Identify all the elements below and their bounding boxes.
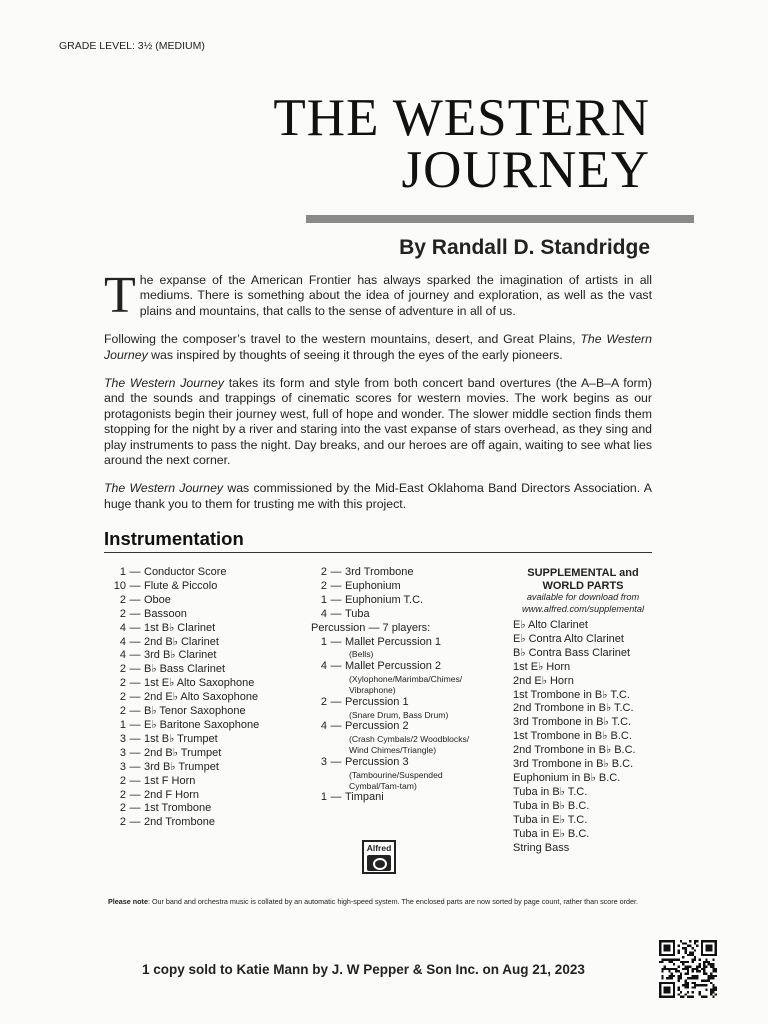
supplemental-download-note: available for download from www.alfred.com/supplemental: [513, 592, 653, 615]
supplemental-heading: SUPPLEMENTAL and WORLD PARTS: [527, 567, 639, 592]
instrument-name: 3rd Trombone: [345, 566, 414, 578]
dash: —: [129, 718, 141, 731]
instrument-count: 4: [119, 621, 126, 634]
program-notes: [104, 267, 652, 525]
supplemental-item: 2nd Trombone in B♭ B.C.: [513, 744, 636, 757]
instrument-row: [311, 696, 501, 710]
instrument-row: [110, 789, 300, 803]
dash: —: [129, 760, 141, 773]
alfred-logo-icon: [367, 855, 391, 871]
instrument-count: 2: [320, 695, 327, 708]
instrument-name: Percussion 3: [345, 755, 409, 768]
collation-note: Please note: Our band and orchestra music is collated by an automatic high-speed system. The enclosed parts are now sorted by page count, rather than score order.: [108, 897, 639, 906]
instrument-row: [311, 594, 501, 608]
dash: —: [129, 788, 141, 801]
supplemental-parts: [513, 567, 653, 855]
instrument-name: 3rd B♭ Clarinet: [144, 649, 217, 662]
instrument-list-column-1: [110, 566, 300, 830]
supplemental-item: Euphonium in B♭ B.C.: [513, 771, 621, 784]
instrument-row: [311, 580, 501, 594]
instrument-row: [311, 636, 501, 650]
instrument-count: 2: [320, 579, 327, 592]
instrument-row: [110, 733, 300, 747]
instrument-row: [311, 720, 501, 734]
page-title: [90, 89, 650, 199]
instrumentation-rule: [104, 552, 652, 553]
dash: —: [129, 774, 141, 787]
intro-paragraph-1: The expanse of the American Frontier has always sparked the imagination of artists in all mediums. There is something about the idea of journey and exploration, as well as the vast plains and mountains, that calls to the sense of adventure in all of us.: [104, 267, 652, 324]
dash: —: [330, 695, 342, 708]
dash: —: [129, 566, 141, 578]
supplemental-item: E♭ Contra Alto Clarinet: [513, 632, 624, 645]
instrument-count: 3: [119, 732, 126, 745]
instrument-row: [311, 791, 501, 805]
title-line-2: JOURNEY: [401, 141, 650, 199]
instrument-name: 3rd B♭ Trumpet: [144, 760, 219, 773]
supplemental-item: E♭ Alto Clarinet: [513, 619, 588, 631]
instrument-name: Euphonium: [345, 579, 401, 592]
alfred-logo: Alfred: [362, 840, 396, 874]
instrument-name: 2nd Trombone: [144, 816, 215, 829]
instrument-name: Mallet Percussion 2: [345, 660, 441, 673]
instrument-name: Percussion 2: [345, 720, 409, 733]
supplemental-item: 1st Trombone in B♭ B.C.: [513, 730, 632, 743]
supplemental-item: 2nd E♭ Horn: [513, 674, 574, 687]
supplemental-item: Tuba in E♭ B.C.: [513, 827, 590, 840]
instrument-row: [311, 660, 501, 674]
instrument-count: 2: [119, 802, 126, 815]
instrument-count: 1: [119, 718, 126, 731]
instrument-row: [110, 719, 300, 733]
grade-level: GRADE LEVEL: 3½ (MEDIUM): [59, 40, 205, 52]
instrument-name: Percussion 1: [345, 695, 409, 708]
dash: —: [129, 649, 141, 662]
instrument-name: 2nd B♭ Trumpet: [144, 746, 222, 759]
instrument-count: 2: [119, 593, 126, 606]
instrument-count: 4: [119, 635, 126, 648]
instrument-row: [311, 756, 501, 770]
supplemental-item: 2nd Trombone in B♭ T.C.: [513, 702, 634, 715]
instrument-count: 4: [320, 660, 327, 673]
instrument-row: [110, 580, 300, 594]
instrument-row: [110, 691, 300, 705]
instrument-name: Conductor Score: [144, 566, 227, 578]
dash: —: [129, 732, 141, 745]
percussion-detail: (Bells): [349, 649, 374, 660]
instrument-count: 2: [119, 774, 126, 787]
instrument-row: [110, 636, 300, 650]
instrument-name: Tuba: [345, 607, 370, 620]
percussion-detail: Wind Chimes/Triangle): [349, 745, 437, 756]
supplemental-item: String Bass: [513, 841, 570, 854]
percussion-detail: Cymbal/Tam-tam): [349, 780, 417, 791]
supplemental-item: 3rd Trombone in B♭ B.C.: [513, 758, 634, 771]
instrument-row: [110, 747, 300, 761]
dash: —: [330, 791, 342, 804]
instrument-name: Flute & Piccolo: [144, 579, 218, 592]
instrument-count: 2: [119, 705, 126, 718]
supplemental-url: www.alfred.com/supplemental: [521, 603, 645, 614]
percussion-detail: (Snare Drum, Bass Drum): [349, 709, 449, 720]
instrument-count: 4: [320, 607, 327, 620]
instrument-count: 10: [113, 579, 126, 592]
intro-paragraph-4: The Western Journey was commissioned by the Mid-East Oklahoma Band Directors Association. A huge thank you to them for trusting me with this project.: [104, 481, 652, 511]
percussion-detail: (Xylophone/Marimba/Chimes/: [349, 674, 463, 685]
dash: —: [129, 593, 141, 606]
instrument-list-column-2: [311, 566, 501, 805]
supplemental-item: 1st E♭ Horn: [513, 660, 571, 673]
qr-code-icon: [658, 940, 718, 998]
percussion-detail: (Crash Cymbals/2 Woodblocks/: [349, 734, 470, 745]
supplemental-item: 3rd Trombone in B♭ T.C.: [513, 716, 632, 729]
byline: By Randall D. Standridge: [399, 236, 650, 259]
instrument-count: 1: [320, 635, 327, 648]
instrument-count: 2: [119, 816, 126, 829]
instrument-name: B♭ Tenor Saxophone: [144, 705, 246, 718]
instrument-name: 2nd B♭ Clarinet: [144, 635, 219, 648]
instrument-name: 1st Trombone: [144, 802, 212, 815]
title-rule: [306, 215, 694, 223]
dash: —: [129, 802, 141, 815]
instrument-name: 2nd E♭ Alto Saxophone: [144, 691, 259, 704]
dash: —: [330, 660, 342, 673]
instrument-name: Bassoon: [144, 607, 187, 620]
supplemental-item: B♭ Contra Bass Clarinet: [513, 646, 631, 659]
instrument-name: Timpani: [345, 791, 384, 804]
instrument-row: [311, 608, 501, 622]
instrument-count: 2: [119, 663, 126, 676]
instrument-count: 2: [119, 788, 126, 801]
instrument-name: Euphonium T.C.: [345, 593, 424, 606]
instrument-row: [110, 761, 300, 775]
sold-notice: 1 copy sold to Katie Mann by J. W Pepper & Son Inc. on Aug 21, 2023: [142, 962, 585, 977]
dash: —: [330, 607, 342, 620]
dash: —: [330, 755, 342, 768]
instrument-count: 2: [119, 677, 126, 690]
instrument-row: [110, 622, 300, 636]
instrument-row: [311, 566, 501, 580]
percussion-heading: Percussion — 7 players:: [311, 621, 431, 634]
dash: —: [129, 607, 141, 620]
percussion-detail: Vibraphone): [349, 684, 396, 695]
instrument-count: 3: [320, 755, 327, 768]
drop-cap: T: [104, 267, 136, 324]
instrument-count: 1: [119, 566, 126, 578]
instrument-name: Oboe: [144, 593, 171, 606]
instrument-row: [110, 566, 300, 580]
instrument-name: 2nd F Horn: [144, 788, 200, 801]
dash: —: [330, 566, 342, 578]
instrument-row: [110, 802, 300, 816]
percussion-detail: (Tambourine/Suspended: [349, 769, 443, 780]
instrument-row: [110, 775, 300, 789]
instrument-count: 2: [320, 566, 327, 578]
supplemental-item: Tuba in B♭ B.C.: [513, 799, 590, 812]
instrument-count: 1: [320, 593, 327, 606]
dash: —: [129, 635, 141, 648]
instrument-name: 1st B♭ Clarinet: [144, 621, 216, 634]
intro-paragraph-3: The Western Journey takes its form and style from both concert band overtures (the A–B–A form) and the sounds and trappings of cinematic scores for western movies. The work begins as our protagonists begin their journey west, full of hope and wonder. The slower middle section finds them stopping for the night by a river and staring into the vast expanse of stars overhead, as they sing and play instruments to pass the night. Day breaks, and our heroes are off again, waiting to see what lies around the next corner.: [104, 376, 652, 468]
instrument-row: [110, 705, 300, 719]
dash: —: [129, 677, 141, 690]
title-line-1: THE WESTERN: [273, 89, 650, 147]
dash: —: [129, 816, 141, 829]
instrument-count: 1: [320, 791, 327, 804]
instrument-count: 3: [119, 760, 126, 773]
instrument-row: [110, 649, 300, 663]
dash: —: [129, 691, 141, 704]
dash: —: [129, 663, 141, 676]
dash: —: [330, 593, 342, 606]
dash: —: [129, 579, 141, 592]
instrumentation-heading: Instrumentation: [104, 528, 244, 549]
dash: —: [129, 621, 141, 634]
instrument-row: [110, 677, 300, 691]
dash: —: [330, 579, 342, 592]
intro-paragraph-2: Following the composer’s travel to the western mountains, desert, and Great Plains, The Western Journey was inspired by thoughts of seeing it through the eyes of the early pioneers.: [104, 332, 652, 362]
supplemental-item: Tuba in E♭ T.C.: [513, 813, 588, 826]
instrument-count: 2: [119, 691, 126, 704]
instrument-count: 4: [119, 649, 126, 662]
dash: —: [129, 746, 141, 759]
instrument-row: [110, 663, 300, 677]
instrument-row: [110, 608, 300, 622]
instrument-count: 2: [119, 607, 126, 620]
instrument-name: Mallet Percussion 1: [345, 635, 441, 648]
instrument-name: 1st E♭ Alto Saxophone: [144, 677, 255, 690]
dash: —: [129, 705, 141, 718]
instrument-name: 1st B♭ Trumpet: [144, 732, 218, 745]
supplemental-item: Tuba in B♭ T.C.: [513, 785, 588, 798]
dash: —: [330, 635, 342, 648]
instrument-count: 4: [320, 720, 327, 733]
supplemental-item: 1st Trombone in B♭ T.C.: [513, 688, 630, 701]
instrument-name: 1st F Horn: [144, 774, 196, 787]
instrument-row: [110, 594, 300, 608]
dash: —: [330, 720, 342, 733]
instrument-name: B♭ Bass Clarinet: [144, 663, 225, 676]
instrument-count: 3: [119, 746, 126, 759]
instrument-name: E♭ Baritone Saxophone: [144, 718, 260, 731]
instrument-row: [110, 816, 300, 830]
